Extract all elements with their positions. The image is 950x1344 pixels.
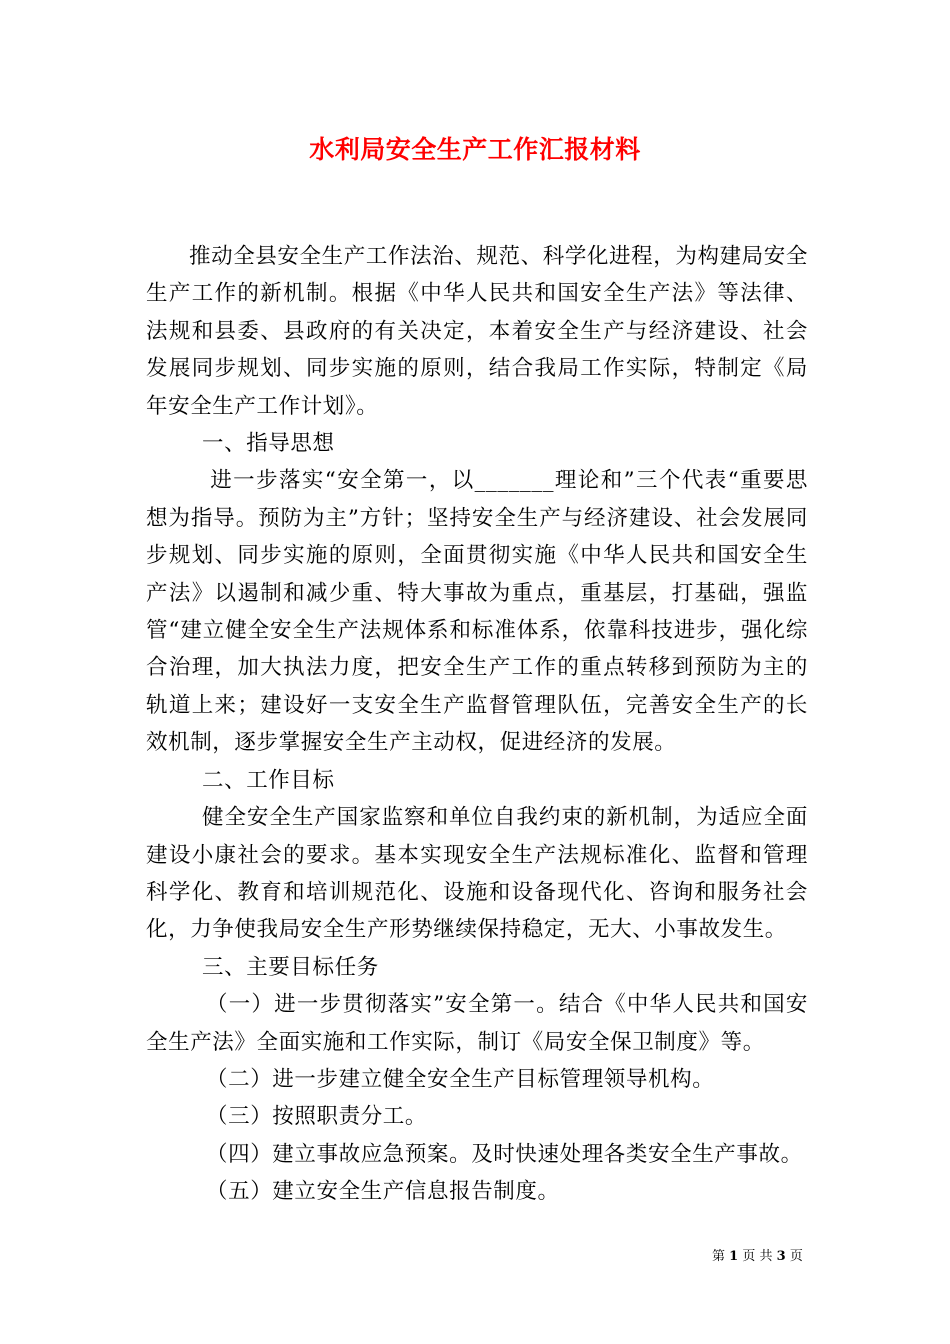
section-heading-main-tasks: 三、主要目标任务: [202, 954, 379, 980]
task-item-1: （一）进一步贯彻落实”安全第一。结合《中华人民共和国安全生产法》全面实施和工作实际，制订《局安全保卫制度》等。: [146, 992, 808, 1055]
document-body: [146, 238, 808, 1211]
task-item-2: （二）进一步建立健全安全生产目标管理领导机构。: [206, 1066, 715, 1092]
task-item-5: （五）建立安全生产信息报告制度。: [206, 1179, 560, 1205]
work-goals-paragraph: 健全安全生产国家监察和单位自我约束的新机制，为适应全面建设小康社会的要求。基本实现安全生产法规标准化、监督和管理科学化、教育和培训规范化、设施和设备现代化、咨询和服务社会化，力争使我局安全生产形势继续保持稳定，无大、小事故发生。: [146, 805, 808, 943]
page-number-footer: [712, 1248, 803, 1266]
section-heading-work-goals: 二、工作目标: [202, 767, 335, 793]
task-item-3: （三）按照职责分工。: [206, 1104, 428, 1130]
document-title: 水利局安全生产工作汇报材料: [309, 135, 641, 164]
guiding-ideology-paragraph: 进一步落实“安全第一，以_______理论和”三个代表“重要思想为指导。预防为主”方针；坚持安全生产与经济建设、社会发展同步规划、同步实施的原则，全面贯彻实施《中华人民共和国安全生产法》以遏制和减少重、特大事故为重点，重基层，打基础，强监管“建立健全安全生产法规体系和标准体系，依靠科技进步，强化综合治理，加大执法力度，把安全生产工作的重点转移到预防为主的轨道上来；建设好一支安全生产监督管理队伍，完善安全生产的长效机制，逐步掌握安全生产主动权，促进经济的发展。: [146, 468, 809, 756]
footer-suffix: 页: [789, 1249, 803, 1264]
footer-prefix: 第: [712, 1249, 726, 1264]
footer-total-pages: 3: [776, 1249, 786, 1264]
task-item-4: （四）建立事故应急预案。及时快速处理各类安全生产事故。: [206, 1141, 803, 1167]
section-heading-guiding-ideology: 一、指导思想: [202, 431, 335, 457]
footer-middle: 页 共: [742, 1249, 773, 1264]
footer-current-page: 1: [729, 1249, 739, 1264]
intro-paragraph: 推动全县安全生产工作法治、规范、科学化进程，为构建局安全生产工作的新机制。根据《中华人民共和国安全生产法》等法律、法规和县委、县政府的有关决定，本着安全生产与经济建设、社会发展同步规划、同步实施的原则，结合我局工作实际，特制定《局年安全生产工作计划》。: [146, 244, 808, 419]
